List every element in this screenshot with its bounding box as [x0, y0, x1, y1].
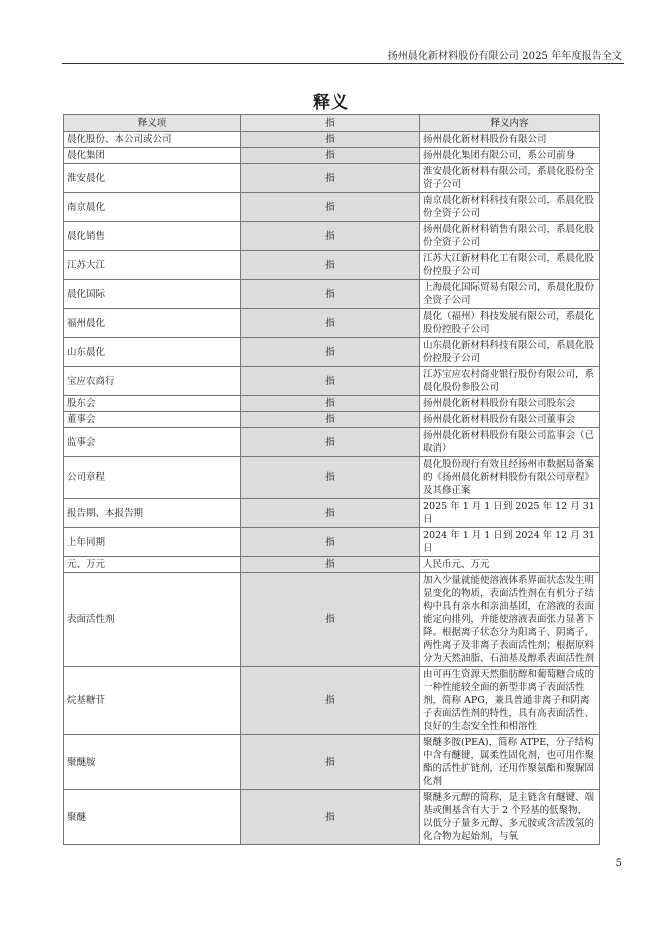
refers-cell: 指: [241, 735, 420, 790]
refers-cell: 指: [241, 790, 420, 845]
refers-cell: 指: [241, 428, 420, 457]
definition-cell: 晨化股份现行有效且经扬州市数据局备案的《扬州晨化新材料股份有限公司章程》及其修正案: [420, 457, 600, 499]
refers-cell: 指: [241, 499, 420, 528]
definition-cell: 扬州晨化集团有限公司，系公司前身: [420, 148, 600, 164]
definition-cell: 由可再生资源天然脂肪醇和葡萄糖合成的一种性能较全面的新型非离子表面活性剂，简称 APG，兼具普通非离子和阴离子表面活性剂的特性，具有高表面活性、良好的生态安全性和相溶性: [420, 667, 600, 735]
table-row: [64, 412, 600, 428]
term-cell: 晨化集团: [64, 148, 241, 164]
column-header-definition: 释义内容: [420, 115, 600, 132]
refers-cell: 指: [241, 222, 420, 251]
refers-cell: 指: [241, 667, 420, 735]
term-cell: 表面活性剂: [64, 573, 241, 667]
page-title: 释义: [313, 93, 349, 113]
table-row: [64, 309, 600, 338]
refers-cell: 指: [241, 148, 420, 164]
refers-cell: 指: [241, 557, 420, 573]
definition-cell: 江苏宝应农村商业银行股份有限公司，系晨化股份参股公司: [420, 367, 600, 396]
term-cell: 烷基糖苷: [64, 667, 241, 735]
definition-cell: 扬州晨化新材料股份有限公司: [420, 132, 600, 148]
refers-cell: 指: [241, 573, 420, 667]
term-cell: 聚醚胺: [64, 735, 241, 790]
table-row: [64, 132, 600, 148]
refers-cell: 指: [241, 309, 420, 338]
term-cell: 监事会: [64, 428, 241, 457]
term-cell: 聚醚: [64, 790, 241, 845]
table-row: [64, 735, 600, 790]
definition-cell: 扬州晨化新材料股份有限公司股东会: [420, 396, 600, 412]
refers-cell: 指: [241, 164, 420, 193]
refers-cell: 指: [241, 396, 420, 412]
table-row: [64, 790, 600, 845]
term-cell: 宝应农商行: [64, 367, 241, 396]
definition-cell: 上海晨化国际贸易有限公司，系晨化股份全资子公司: [420, 280, 600, 309]
term-cell: 董事会: [64, 412, 241, 428]
table-row: [64, 528, 600, 557]
term-cell: 南京晨化: [64, 193, 241, 222]
table-row: [64, 557, 600, 573]
table-row: [64, 280, 600, 309]
refers-cell: 指: [241, 193, 420, 222]
term-cell: 上年同期: [64, 528, 241, 557]
header-rule: [62, 63, 624, 64]
table-row: [64, 667, 600, 735]
table-row: [64, 499, 600, 528]
term-cell: 股东会: [64, 396, 241, 412]
table-row: [64, 367, 600, 396]
table-row: [64, 222, 600, 251]
refers-cell: 指: [241, 528, 420, 557]
table-row: [64, 251, 600, 280]
refers-cell: 指: [241, 338, 420, 367]
table-row: [64, 148, 600, 164]
definition-cell: 江苏大江新材料化工有限公司，系晨化股份控股子公司: [420, 251, 600, 280]
term-cell: 晨化股份、本公司或公司: [64, 132, 241, 148]
refers-cell: 指: [241, 132, 420, 148]
refers-cell: 指: [241, 280, 420, 309]
term-cell: 福州晨化: [64, 309, 241, 338]
table-row: [64, 396, 600, 412]
definition-cell: 淮安晨化新材料有限公司，系晨化股份全资子公司: [420, 164, 600, 193]
table-row: [64, 428, 600, 457]
definition-cell: 2024 年 1 月 1 日到 2024 年 12 月 31 日: [420, 528, 600, 557]
term-cell: 报告期、本报告期: [64, 499, 241, 528]
table-row: [64, 193, 600, 222]
table-header-row: [64, 115, 600, 132]
table-row: [64, 338, 600, 367]
definition-cell: 人民币元、万元: [420, 557, 600, 573]
table-row: [64, 457, 600, 499]
definition-cell: 扬州晨化新材料销售有限公司，系晨化股份全资子公司: [420, 222, 600, 251]
refers-cell: 指: [241, 457, 420, 499]
definition-cell: 加入少量就能使溶液体系界面状态发生明显变化的物质，表面活性剂在有机分子结构中具有亲水和亲油基团，在溶液的表面能定向排列，并能使溶液表面张力显著下降。根据离子状态分为阳离子、阴离子、两性离子及非离子表面活性剂；根据原料分为天然油脂、石油基及醇系表面活性剂: [420, 573, 600, 667]
term-cell: 江苏大江: [64, 251, 241, 280]
term-cell: 公司章程: [64, 457, 241, 499]
term-cell: 元、万元: [64, 557, 241, 573]
definition-cell: 山东晨化新材料科技有限公司，系晨化股份控股子公司: [420, 338, 600, 367]
definition-cell: 晨化（福州）科技发展有限公司，系晨化股份控股子公司: [420, 309, 600, 338]
table-row: [64, 573, 600, 667]
definition-cell: 扬州晨化新材料股份有限公司监事会（已取消）: [420, 428, 600, 457]
definition-cell: 扬州晨化新材料股份有限公司董事会: [420, 412, 600, 428]
refers-cell: 指: [241, 367, 420, 396]
term-cell: 山东晨化: [64, 338, 241, 367]
definition-cell: 聚醚多胺(PEA)，简称 ATPE，分子结构中含有醚键，属柔性固化剂，也可用作聚酯的活性扩链剂，还用作聚氨酯和聚脲固化剂: [420, 735, 600, 790]
table-row: [64, 164, 600, 193]
term-cell: 淮安晨化: [64, 164, 241, 193]
running-header: 扬州晨化新材料股份有限公司 2025 年年度报告全文: [387, 51, 622, 62]
glossary-table: [63, 114, 600, 845]
column-header-term: 释义项: [64, 115, 241, 132]
refers-cell: 指: [241, 412, 420, 428]
definition-cell: 聚醚多元醇的简称，是主链含有醚键、端基或侧基含有大于 2 个羟基的低聚物，以低分子量多元醇、多元胺或含活泼氢的化合物为起始剂，与氧: [420, 790, 600, 845]
refers-cell: 指: [241, 251, 420, 280]
term-cell: 晨化销售: [64, 222, 241, 251]
page-number: 5: [615, 858, 622, 869]
column-header-refers: 指: [241, 115, 420, 132]
definition-cell: 2025 年 1 月 1 日到 2025 年 12 月 31 日: [420, 499, 600, 528]
term-cell: 晨化国际: [64, 280, 241, 309]
definition-cell: 南京晨化新材料科技有限公司，系晨化股份全资子公司: [420, 193, 600, 222]
